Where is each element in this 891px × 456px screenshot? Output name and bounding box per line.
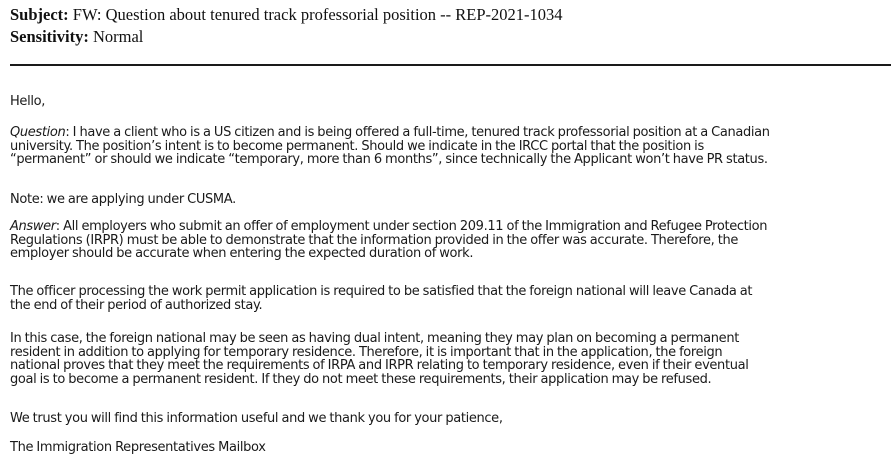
question-line-text: : I have a client who is a US citizen and is being offered a full-time, tenured track professorial position at a Canadian (65, 125, 770, 140)
closing-paragraph: We trust you will find this information useful and we thank you for your patience, (10, 411, 503, 426)
answer-line (10, 220, 890, 234)
email-header (10, 4, 563, 48)
email-body (10, 94, 888, 455)
case-line: In this case, the foreign national may be seen as having dual intent, meaning they may plan on becoming a permanent (10, 331, 739, 346)
case-line: national proves that they meet the requirements of IRPA and IRPR relating to temporary residence, even if their eventual (10, 358, 749, 373)
question-paragraph (10, 126, 890, 167)
sensitivity-label: Sensitivity: (10, 27, 89, 46)
question-label: Question (10, 125, 66, 140)
subject-value: FW: Question about tenured track professorial position -- REP-2021-1034 (72, 5, 563, 24)
sensitivity-row (10, 26, 563, 48)
officer-line: The officer processing the work permit application is required to be satisfied that the foreign national will leave Canada at (10, 284, 753, 299)
subject-row (10, 4, 563, 26)
officer-paragraph (10, 285, 890, 312)
header-divider (10, 64, 891, 66)
subject-label: Subject: (10, 5, 69, 24)
answer-line: employer should be accurate when entering the expected duration of work. (10, 246, 474, 261)
answer-line-text: : All employers who submit an offer of employment under section 209.11 of the Immigration and Refugee Protection (55, 219, 768, 234)
question-line: “permanent” or should we indicate “temporary, more than 6 months”, since technically the Applicant won’t have PR status. (10, 152, 768, 167)
question-line (10, 126, 890, 140)
answer-line: Regulations (IRPR) must be able to demonstrate that the information provided in the offer was accurate. Therefore, the (10, 232, 738, 248)
case-line: resident in addition to applying for temporary residence. Therefore, it is important that in the application, the foreign (10, 344, 723, 360)
case-line: goal is to become a permanent resident. If they do not meet these requirements, their application may be refused. (10, 371, 712, 387)
note-paragraph: Note: we are applying under CUSMA. (10, 192, 236, 207)
question-line: university. The position’s intent is to become permanent. Should we indicate in the IRCC portal that the position is (10, 138, 704, 154)
answer-label: Answer (10, 219, 56, 234)
signature: The Immigration Representatives Mailbox (10, 440, 266, 455)
answer-paragraph (10, 220, 890, 261)
case-paragraph (10, 332, 890, 386)
sensitivity-value: Normal (92, 27, 144, 46)
greeting: Hello, (10, 94, 45, 109)
officer-line: the end of their period of authorized stay. (10, 297, 263, 313)
